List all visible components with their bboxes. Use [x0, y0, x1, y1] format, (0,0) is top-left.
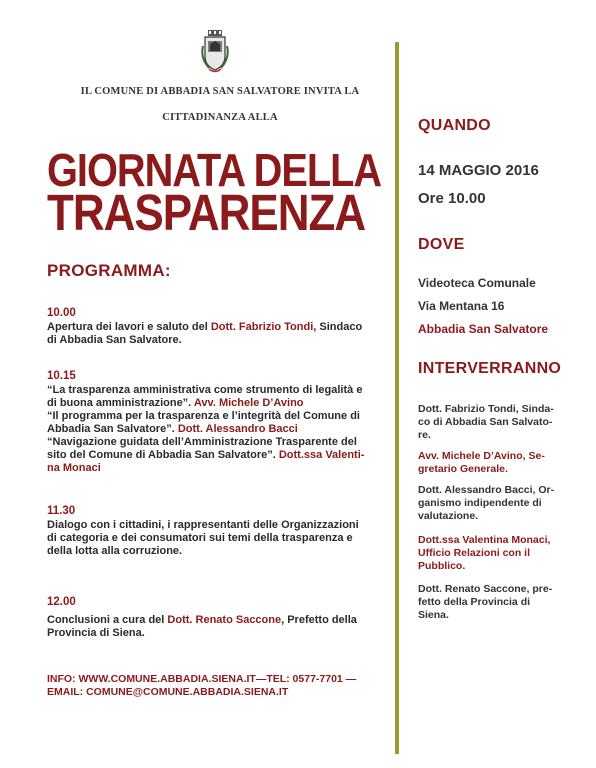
contact-info — [47, 673, 387, 699]
program-time-3: 11.30 — [47, 505, 76, 517]
program-item-4: Conclusioni a cura del Dott. Renato Saccone, Prefetto della Provincia di Siena. — [47, 614, 357, 639]
program-time-1: 10.00 — [47, 307, 76, 319]
venue-town: Abbadia San Salvatore — [418, 322, 549, 336]
event-time: Ore 10.00 — [418, 190, 486, 207]
speaker-1: Dott. Fabrizio Tondi, Sinda- co di Abbadia San Salvato- re. — [418, 403, 554, 441]
program-time-2: 10.15 — [47, 370, 76, 382]
column-divider — [395, 42, 399, 754]
speaker-5: Dott. Renato Saccone, pre- fetto della Provincia di Siena. — [418, 583, 553, 621]
speaker-4: Dott.ssa Valentina Monaci, Ufficio Relazioni con il Pubblico. — [418, 534, 551, 572]
speaker-2: Avv. Michele D’Avino, Se- gretario Generale. — [418, 450, 545, 475]
intro-line-2: CITTADINANZA ALLA — [162, 112, 278, 123]
venue-name: Videoteca Comunale — [418, 276, 536, 290]
speaker-3: Dott. Alessandro Bacci, Or- ganismo indipendente di valutazione. — [418, 484, 555, 522]
event-date: 14 MAGGIO 2016 — [418, 162, 539, 179]
programma-heading: PROGRAMMA: — [47, 261, 171, 280]
program-item-2: “La trasparenza amministrativa come strumento di legalità e di buona amministrazione”. Avv. Michele D’Avino “Il programma per la trasparenza e l’integrità del Comune di Abbadia San Salvatore”. Dott. Alessandro Bacci “Navigazione guidata dell’Amministrazione Trasparente del sito del Comune di Abbadia San Salvatore”. Dott.ssa Valenti- na Monaci — [47, 384, 365, 474]
quando-heading: QUANDO — [418, 117, 491, 134]
contact-web-phone: INFO: WWW.COMUNE.ABBADIA.SIENA.IT—TEL: 0577-7701 — — [47, 673, 357, 685]
venue-street: Via Mentana 16 — [418, 299, 505, 313]
municipal-crest-icon — [199, 30, 231, 74]
program-item-1: Apertura dei lavori e saluto del Dott. Fabrizio Tondi, Sindaco di Abbadia San Salvatore. — [47, 321, 363, 346]
dove-heading: DOVE — [418, 236, 465, 253]
contact-email: EMAIL: COMUNE@COMUNE.ABBADIA.SIENA.IT — [47, 686, 289, 698]
interverranno-heading: INTERVERRANNO — [418, 360, 562, 377]
title-line-2: TRASPARENZA — [47, 185, 366, 242]
program-item-3: Dialogo con i cittadini, i rappresentanti delle Organizzazioni di categoria e dei consumatori sui temi della trasparenza e della lotta alla corruzione. — [47, 519, 359, 557]
intro-line-1: IL COMUNE DI ABBADIA SAN SALVATORE INVITA LA — [80, 86, 360, 97]
title-line-1: GIORNATA DELLA — [47, 146, 382, 197]
program-time-4: 12.00 — [47, 596, 76, 608]
